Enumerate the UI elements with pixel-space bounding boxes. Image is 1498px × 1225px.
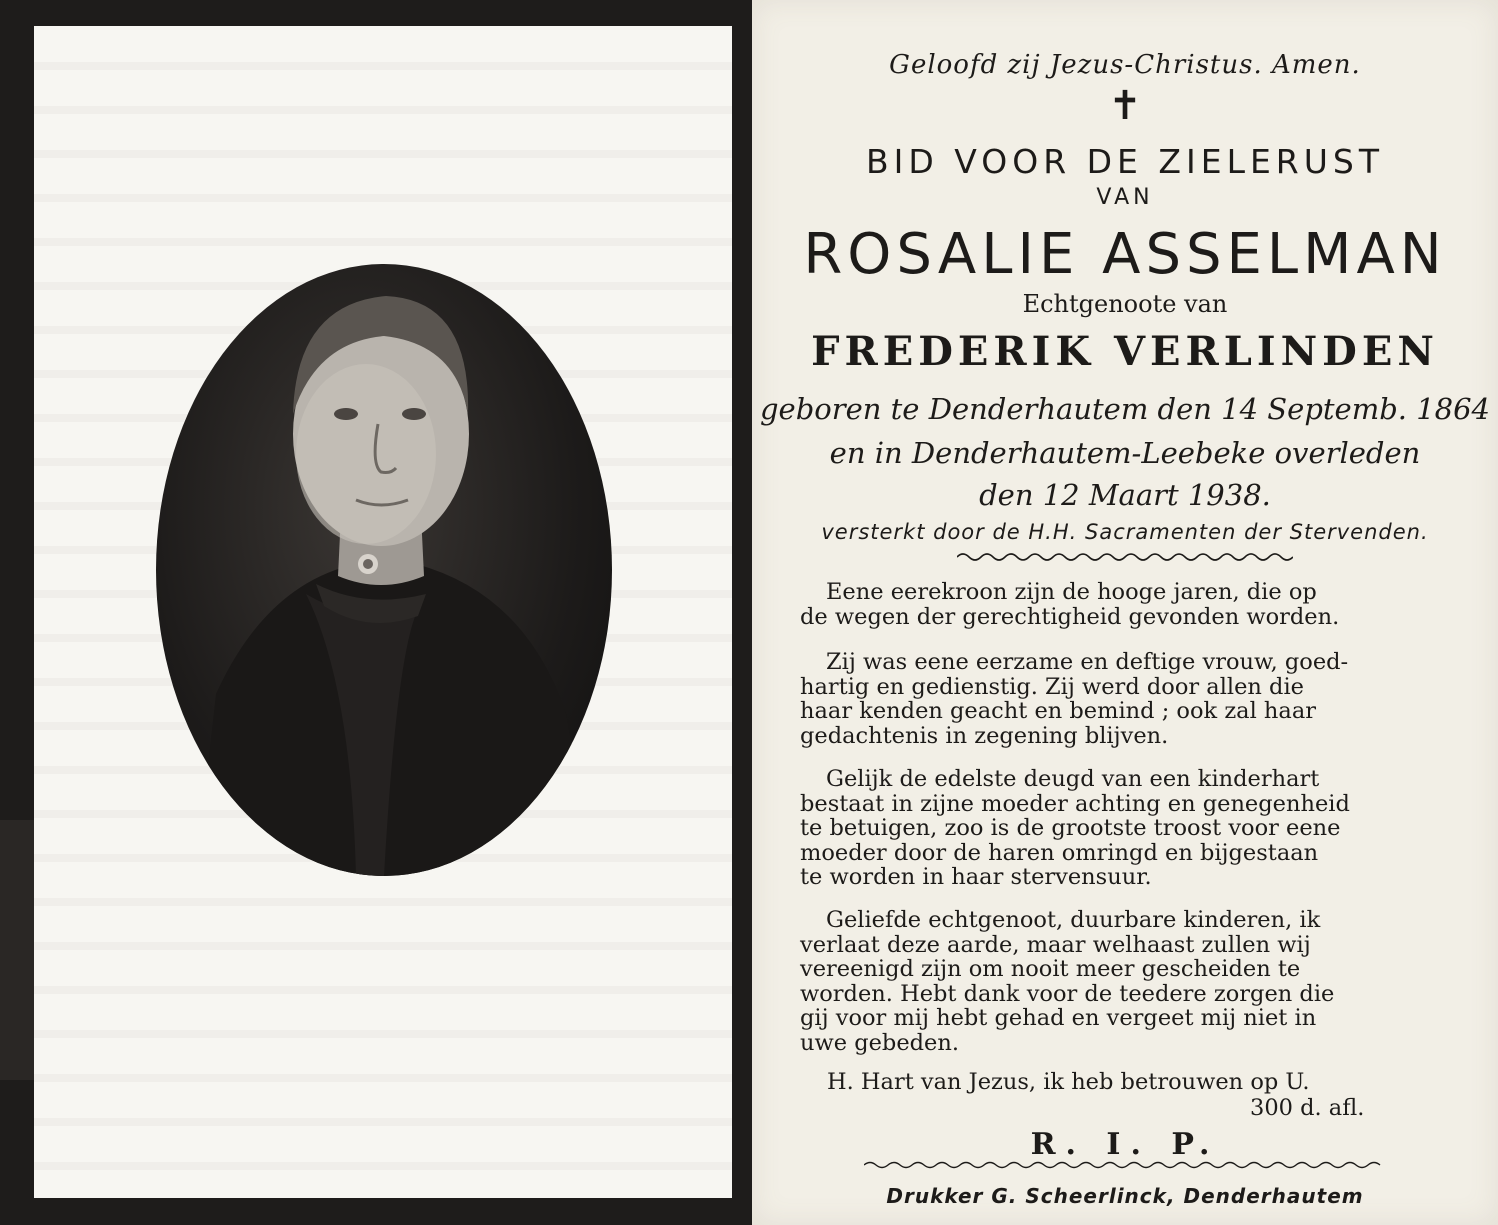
indulgence-note: 300 d. afl.	[1250, 1095, 1365, 1121]
paragraph-line: verlaat deze aarde, maar welhaast zullen wij	[800, 931, 1311, 958]
paragraph-line: de wegen der gerechtigheid gevonden worden.	[800, 603, 1340, 630]
paragraph-line: Eene eerekroon zijn de hooge jaren, die op	[826, 579, 1317, 605]
bottom-wavy-divider	[864, 1158, 1384, 1172]
wavy-divider	[957, 550, 1293, 564]
spouse-name: FREDERIK VERLINDEN	[811, 328, 1439, 375]
paragraph-line: Gelijk de edelste deugd van een kinderhart	[826, 766, 1320, 792]
paragraph-line: moeder door de haren omringd en bijgestaan	[800, 839, 1319, 866]
paragraph-3	[800, 767, 1445, 890]
paragraph-1	[800, 580, 1445, 629]
portrait-photo	[156, 264, 612, 876]
paragraph-line: worden. Hebt dank voor de teedere zorgen die	[800, 980, 1335, 1007]
paragraph-line: haar kenden geacht en bemind ; ook zal haar	[800, 698, 1317, 724]
birth-line: geboren te Denderhautem den 14 Septemb. 1864	[759, 392, 1490, 426]
prayer-header: Geloofd zij Jezus-Christus. Amen.	[889, 50, 1361, 80]
deceased-name: ROSALIE ASSELMAN	[803, 222, 1447, 287]
paragraph-line: bestaat in zijne moeder achting en genegenheid	[800, 790, 1350, 817]
latin-cross-icon: ✝	[1108, 83, 1142, 129]
invocation	[827, 1070, 1472, 1095]
paragraph-line: vereenigd zijn om nooit meer gescheiden te	[800, 956, 1301, 982]
title: BID VOOR DE ZIELERUST	[866, 142, 1384, 181]
paragraph-line: Geliefde echtgenoot, duurbare kinderen, ik	[826, 907, 1321, 933]
paragraph-line: uwe gebeden.	[800, 1029, 960, 1056]
paragraph-2	[800, 650, 1445, 748]
sacraments-line: versterkt door de H.H. Sacramenten der Stervenden.	[821, 520, 1429, 544]
title-van: VAN	[1096, 185, 1154, 210]
invocation-line: H. Hart van Jezus, ik heb betrouwen op U.	[827, 1069, 1310, 1095]
paragraph-line: Zij was eene eerzame en deftige vrouw, goed-	[826, 649, 1349, 675]
paragraph-line: gij voor mij hebt gehad en vergeet mij niet in	[800, 1005, 1317, 1031]
paragraph-line: te betuigen, zoo is de grootste troost voor eene	[800, 815, 1341, 841]
rip-label: R. I. P.	[1030, 1127, 1220, 1162]
spouse-of-label: Echtgenoote van	[1022, 290, 1228, 318]
paragraph-line: hartig en gedienstig. Zij werd door allen die	[800, 673, 1304, 700]
printer-credit: Drukker G. Scheerlinck, Denderhautem	[886, 1184, 1364, 1208]
photo-card-inner	[34, 26, 732, 1198]
memorial-text-card	[752, 0, 1498, 1225]
death-date: den 12 Maart 1938.	[979, 478, 1271, 512]
death-place-line: en in Denderhautem-Leebeke overleden	[829, 436, 1421, 470]
paragraph-4	[800, 908, 1445, 1055]
card-edge-shadow	[0, 820, 34, 1080]
paragraph-line: te worden in haar stervensuur.	[800, 864, 1152, 890]
portrait-illustration	[156, 264, 612, 876]
paragraph-line: gedachtenis in zegening blijven.	[800, 722, 1169, 749]
